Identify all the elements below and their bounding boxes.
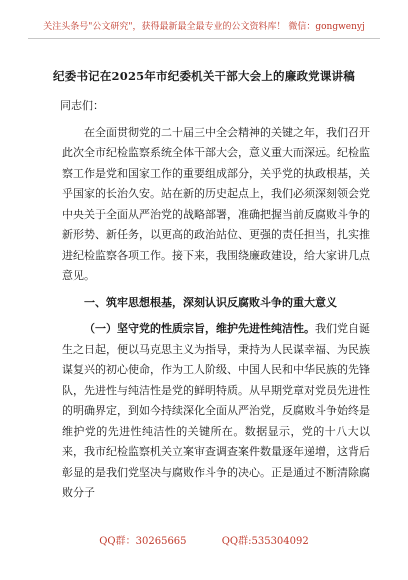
subsection-paragraph [62, 319, 370, 504]
footer-banner [0, 532, 408, 547]
intro-paragraph: 在全面贯彻党的二十届三中全会精神的关键之年，我们召开此次全市纪检监察系统全体干部大会，意义重大而深远。纪检监察工作是党和国家工作的重要组成部分，关乎党的执政根基，关乎国家的长治久安。站在新的历史起点上，我们必须深刻领会党中央关于全面从严治党的战略部署，准确把握当前反腐败斗争的新形势、新任务，以更高的政治站位、更强的责任担当，扎实推进纪检监察各项工作。接下来，我围绕廉政建设，给大家讲几点意见。 [62, 125, 370, 282]
header-banner [28, 16, 380, 39]
section-heading: 一、筑牢思想根基，深刻认识反腐败斗争的重大意义 [84, 295, 337, 309]
footer-qq-group-2: QQ群:535304092 [221, 536, 309, 547]
document-title: 纪委书记在2025年市纪委机关干部大会上的廉政党课讲稿 [53, 69, 355, 83]
document-body [62, 96, 370, 508]
header-banner-text: 关注头条号"公文研究"，获得最新最全最专业的公文资料库！ 微信：gongwenyj [43, 22, 365, 32]
footer-qq-group-1: QQ群：30265665 [99, 536, 187, 547]
subsection-heading: （一）坚守党的性质宗旨，维护先进性纯洁性。 [84, 322, 315, 335]
subsection-text: 我们党自诞生之日起，便以马克思主义为指导，秉持为人民谋幸福、为民族谋复兴的初心使命，作为工人阶级、中国人民和中华民族的先锋队，先进性与纯洁性是党的鲜明特质。从早期党章对党员先进性的明确界定，到如今持续深化全面从严治党，反腐败斗争始终是维护党的先进性纯洁性的关键所在。数据显示，党的十八大以来，我市纪检监察机关立案审查调查案件数量逐年递增，这背后彰显的是我们党坚决与腐败作斗争的决心。正是通过不断清除腐败分子 [62, 322, 370, 499]
salutation: 同志们： [60, 99, 104, 112]
